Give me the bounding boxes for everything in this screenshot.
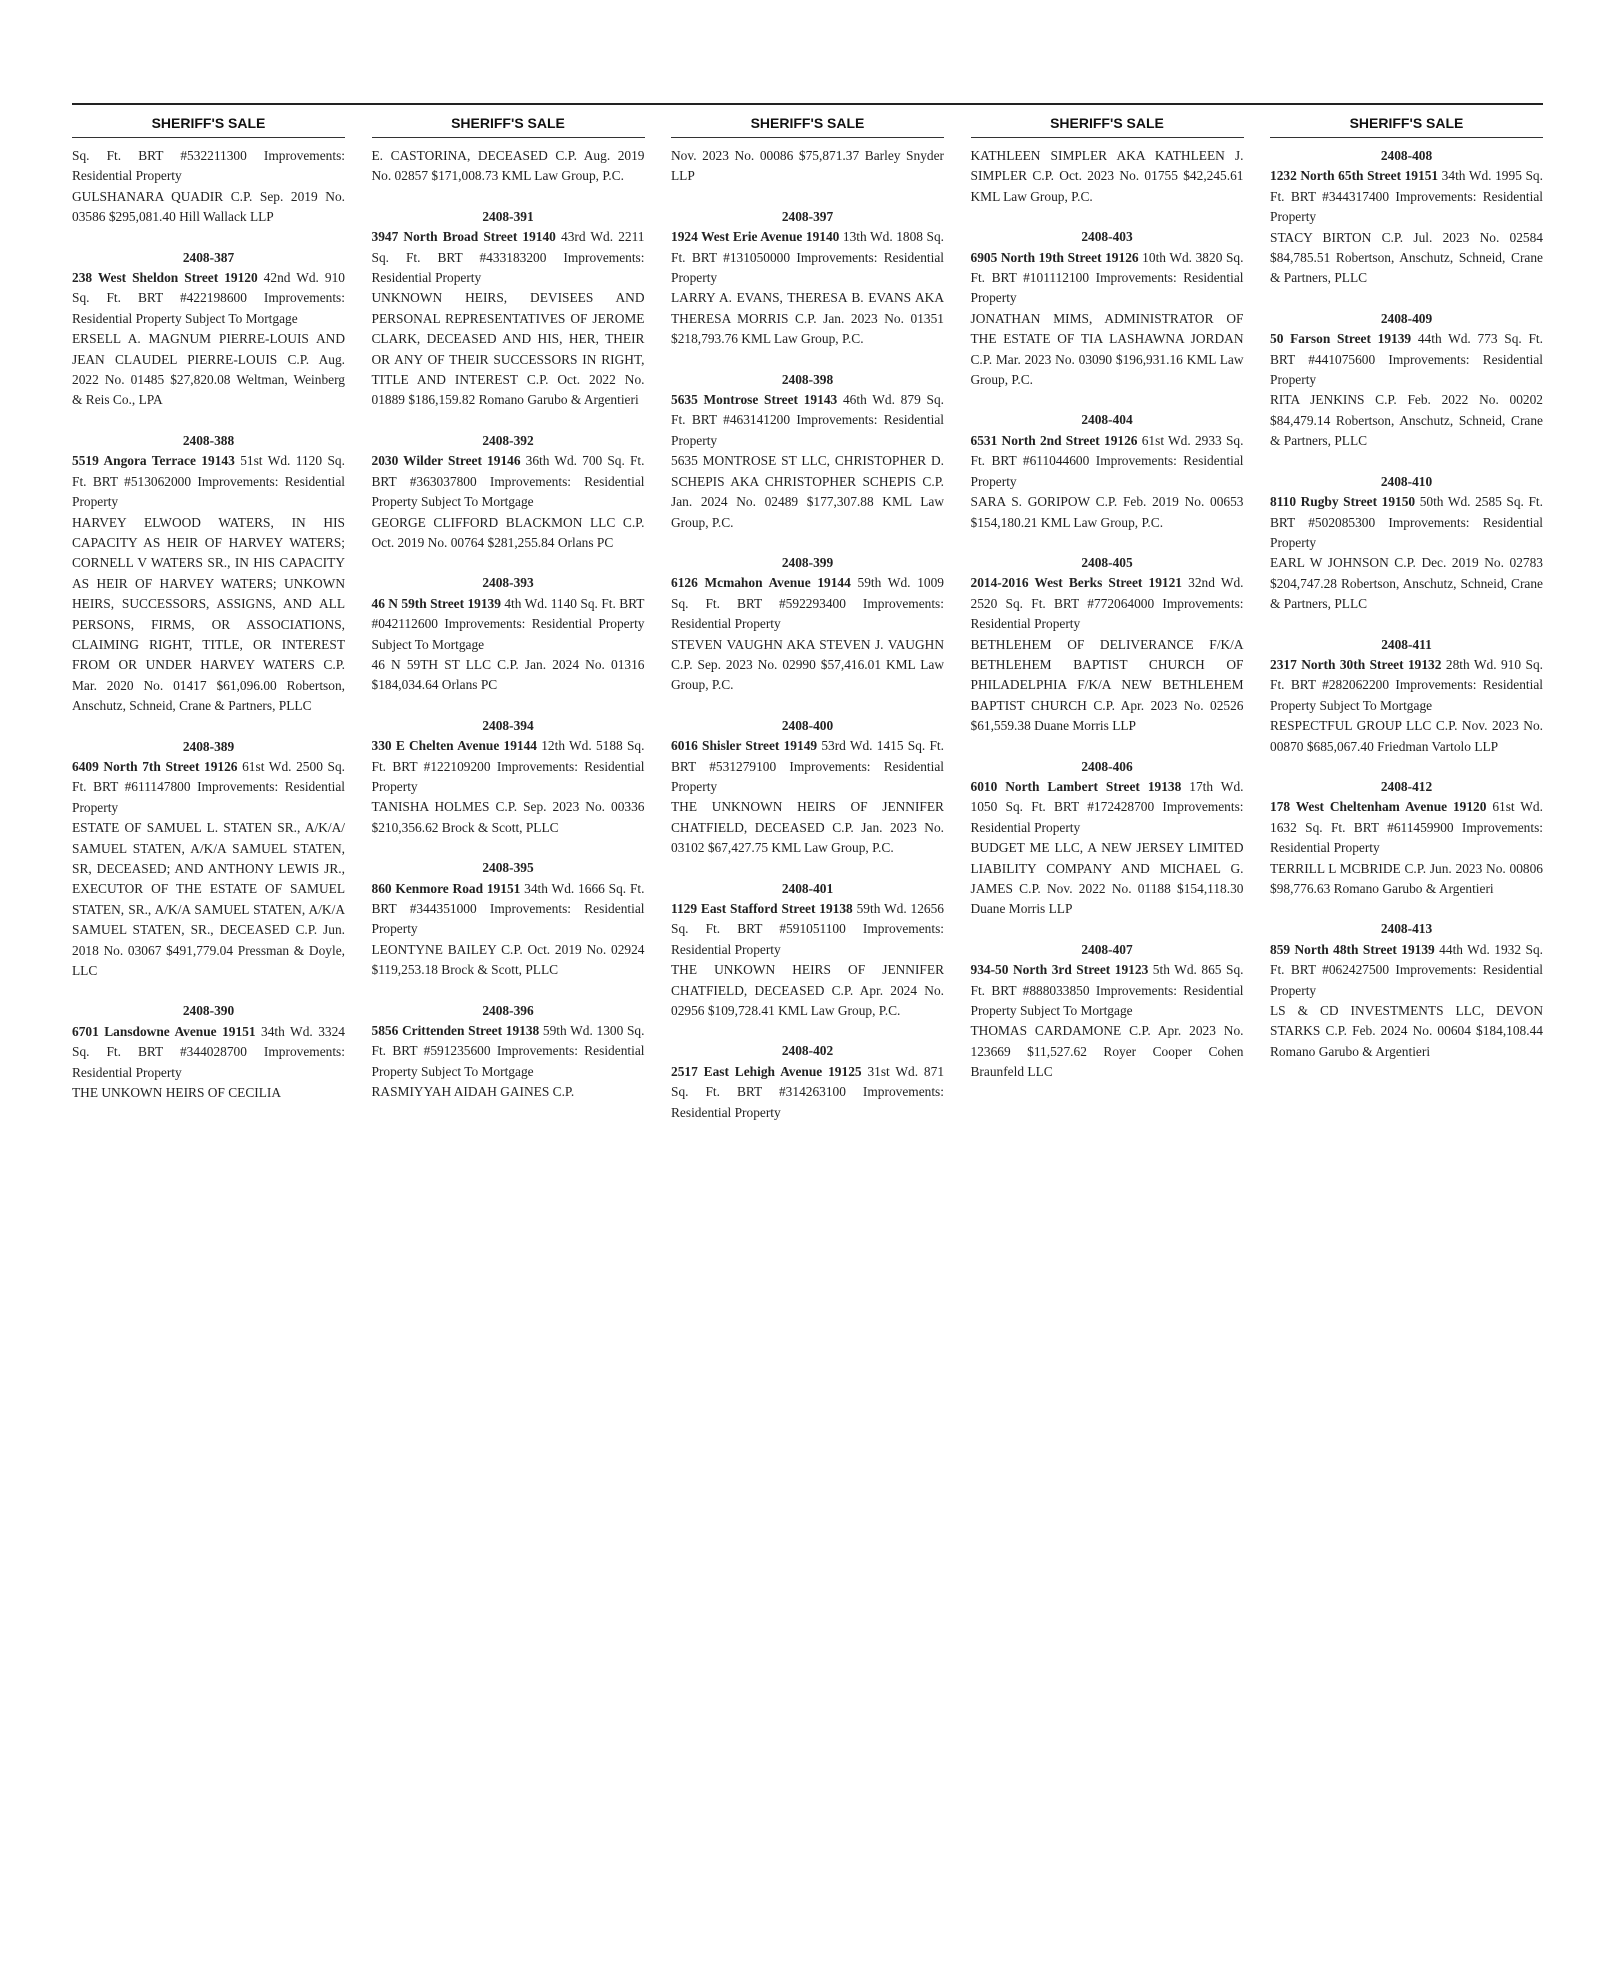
continued-text: KATHLEEN SIMPLER AKA KATHLEEN J. SIMPLER C.P. Oct. 2023 No. 01755 $42,245.61 KML Law Group, P.C.	[970, 148, 1244, 204]
column-header: SHERIFF'S SALE	[72, 109, 345, 138]
column-1	[72, 109, 345, 1143]
sale-listing	[671, 1041, 944, 1123]
property-address: 1924 West Erie Avenue 19140	[671, 229, 840, 245]
property-details: 59th Wd. 12656 Sq. Ft. BRT #591051100 Improvements: Residential Property	[671, 901, 944, 957]
property-description	[72, 1022, 345, 1083]
property-details: 36th Wd. 700 Sq. Ft. BRT #363037800 Improvements: Residential Property Subject To Mortgage	[371, 453, 645, 510]
property-description	[671, 736, 944, 797]
sale-listing	[72, 1001, 345, 1103]
lot-number: 2408-387	[182, 249, 235, 265]
sale-listing	[372, 1001, 645, 1103]
parties-and-judgment: STEVEN VAUGHN AKA STEVEN J. VAUGHN C.P. Sep. 2023 No. 02990 $57,416.01 KML Law Group, P.C.	[671, 636, 944, 693]
property-description	[72, 268, 345, 329]
lot-number: 2408-391	[482, 208, 534, 224]
property-description	[372, 736, 645, 797]
sale-listing	[372, 207, 645, 411]
property-address: 860 Kenmore Road 19151	[371, 880, 521, 896]
property-address: 5519 Angora Terrace 19143	[72, 453, 235, 469]
property-address: 1129 East Stafford Street 19138	[671, 901, 853, 916]
sale-listing	[971, 553, 1244, 737]
sale-listing	[971, 227, 1244, 390]
property-address: 859 North 48th Street 19139	[1270, 941, 1435, 957]
lot-number: 2408-413	[1380, 921, 1433, 937]
property-description	[1270, 940, 1543, 1001]
property-address: 8110 Rugby Street 19150	[1270, 494, 1416, 510]
parties-and-judgment: THOMAS CARDAMONE C.P. Apr. 2023 No. 123669 $11,527.62 Royer Cooper Cohen Braunfeld LLC	[970, 1023, 1244, 1080]
parties-and-judgment: ERSELL A. MAGNUM PIERRE-LOUIS AND JEAN CLAUDEL PIERRE-LOUIS C.P. Aug. 2022 No. 01485 $27,820.08 Weltman, Weinberg & Reis Co., LPA	[72, 331, 345, 408]
property-description	[971, 777, 1244, 838]
property-details: 53rd Wd. 1415 Sq. Ft. BRT #531279100 Improvements: Residential Property	[671, 738, 944, 794]
property-details: 59th Wd. 1300 Sq. Ft. BRT #591235600 Improvements: Residential Property Subject To Mortgage	[371, 1023, 645, 1079]
property-details: 34th Wd. 3324 Sq. Ft. BRT #344028700 Improvements: Residential Property	[72, 1023, 345, 1080]
property-details: 34th Wd. 1666 Sq. Ft. BRT #344351000 Improvements: Residential Property	[371, 880, 645, 937]
property-details: 10th Wd. 3820 Sq. Ft. BRT #101112100 Improvements: Residential Property	[970, 249, 1244, 306]
columns	[72, 109, 1543, 1143]
property-details: 31st Wd. 871 Sq. Ft. BRT #314263100 Improvements: Residential Property	[671, 1063, 945, 1120]
sale-listing	[671, 553, 944, 696]
lot-number: 2408-402	[781, 1043, 834, 1059]
continued-listing	[971, 146, 1244, 207]
property-address: 2014-2016 West Berks Street 19121	[970, 575, 1182, 591]
continued-text: Nov. 2023 No. 00086 $75,871.37 Barley Snyder LLP	[671, 148, 944, 184]
lot-number: 2408-406	[1081, 758, 1133, 774]
parties-and-judgment: TERRILL L MCBRIDE C.P. Jun. 2023 No. 00806 $98,776.63 Romano Garubo & Argentieri	[1270, 860, 1543, 896]
continued-text: GULSHANARA QUADIR C.P. Sep. 2019 No. 03586 $295,081.40 Hill Wallack LLP	[72, 188, 345, 225]
lot-number: 2408-411	[1381, 636, 1432, 652]
property-description	[72, 757, 345, 818]
property-address: 2030 Wilder Street 19146	[371, 453, 521, 469]
property-address: 6016 Shisler Street 19149	[671, 738, 818, 754]
property-details: 34th Wd. 1995 Sq. Ft. BRT #344317400 Improvements: Residential Property	[1270, 168, 1543, 225]
sale-listing	[1270, 309, 1543, 452]
property-address: 6905 North 19th Street 19126	[970, 249, 1139, 265]
property-address: 5635 Montrose Street 19143	[671, 392, 838, 408]
property-details: 59th Wd. 1009 Sq. Ft. BRT #592293400 Improvements: Residential Property	[671, 575, 944, 632]
lot-number: 2408-408	[1380, 148, 1433, 163]
parties-and-judgment: HARVEY ELWOOD WATERS, IN HIS CAPACITY AS HEIR OF HARVEY WATERS; CORNELL V WATERS SR., IN HIS CAPACITY AS HEIR OF HARVEY WATERS; UNKOWN HEIRS, SUCCESSORS, ASSIGNS, AND ALL PERSONS, FIRMS, OR ASSOCIATIONS, CLAIMING RIGHT, TITLE, OR INTEREST FROM OR UNDER HARVEY WATERS C.P. Mar. 2020 No. 01417 $61,096.00 Robertson, Anschutz, Schneid, Crane & Partners, PLLC	[72, 514, 345, 714]
column-2	[372, 109, 645, 1143]
sale-listing	[72, 431, 345, 717]
lot-number: 2408-399	[781, 554, 834, 570]
lot-number: 2408-395	[482, 860, 534, 876]
parties-and-judgment: JONATHAN MIMS, ADMINISTRATOR OF THE ESTATE OF TIA LASHAWNA JORDAN C.P. Mar. 2023 No. 03090 $196,931.16 KML Law Group, P.C.	[970, 310, 1244, 388]
property-details: 61st Wd. 2500 Sq. Ft. BRT #611147800 Improvements: Residential Property	[72, 758, 345, 815]
property-address: 178 West Cheltenham Avenue 19120	[1270, 799, 1487, 815]
parties-and-judgment: THE UNKNOWN HEIRS OF JENNIFER CHATFIELD, DECEASED C.P. Jan. 2023 No. 03102 $67,427.75 KML Law Group, P.C.	[671, 799, 944, 856]
property-description	[971, 573, 1244, 634]
lot-number: 2408-390	[182, 1003, 235, 1019]
column-5	[1270, 109, 1543, 1143]
sale-listing	[671, 370, 944, 533]
property-address: 238 West Sheldon Street 19120	[72, 270, 258, 286]
property-address: 934-50 North 3rd Street 19123	[970, 962, 1149, 978]
property-address: 50 Farson Street 19139	[1270, 331, 1412, 347]
property-address: 1232 North 65th Street 19151	[1270, 168, 1439, 184]
parties-and-judgment: TANISHA HOLMES C.P. Sep. 2023 No. 00336 $210,356.62 Brock & Scott, PLLC	[371, 799, 645, 835]
property-description	[671, 227, 944, 288]
property-description	[971, 431, 1244, 492]
property-description	[372, 594, 645, 655]
lot-number: 2408-409	[1380, 310, 1433, 326]
property-details: 46th Wd. 879 Sq. Ft. BRT #463141200 Improvements: Residential Property	[671, 392, 944, 448]
sale-listing	[671, 879, 944, 1022]
lot-number: 2408-405	[1081, 554, 1133, 570]
property-description	[971, 248, 1244, 309]
sale-listing	[72, 248, 345, 411]
property-description	[1270, 329, 1543, 390]
column-body	[971, 146, 1244, 1083]
property-details: 42nd Wd. 910 Sq. Ft. BRT #422198600 Improvements: Residential Property Subject To Mortgage	[72, 270, 345, 326]
parties-and-judgment: UNKNOWN HEIRS, DEVISEES AND PERSONAL REPRESENTATIVES OF JEROME CLARK, DECEASED AND HIS, HER, THEIR OR ANY OF THEIR SUCCESSORS IN RIGHT, TITLE AND INTEREST C.P. Oct. 2022 No. 01889 $186,159.82 Romano Garubo & Argentieri	[371, 290, 645, 408]
parties-and-judgment: LARRY A. EVANS, THERESA B. EVANS AKA THERESA MORRIS C.P. Jan. 2023 No. 01351 $218,793.76 KML Law Group, P.C.	[671, 290, 944, 347]
sale-listing	[1270, 919, 1543, 1062]
parties-and-judgment: 46 N 59TH ST LLC C.P. Jan. 2024 No. 01316 $184,034.64 Orlans PC	[371, 656, 645, 693]
lot-number: 2408-403	[1081, 229, 1133, 245]
lot-number: 2408-410	[1380, 473, 1433, 489]
parties-and-judgment: RESPECTFUL GROUP LLC C.P. Nov. 2023 No. 00870 $685,067.40 Friedman Vartolo LLP	[1270, 718, 1543, 754]
sale-listing	[372, 716, 645, 838]
property-address: 2517 East Lehigh Avenue 19125	[671, 1063, 862, 1079]
property-address: 6010 North Lambert Street 19138	[970, 778, 1182, 794]
column-header: SHERIFF'S SALE	[372, 109, 645, 138]
parties-and-judgment: STACY BIRTON C.P. Jul. 2023 No. 02584 $84,785.51 Robertson, Anschutz, Schneid, Crane & Partners, PLLC	[1270, 229, 1543, 286]
lot-number: 2408-401	[781, 880, 834, 896]
top-rule	[72, 103, 1543, 105]
parties-and-judgment: THE UNKOWN HEIRS OF JENNIFER CHATFIELD, DECEASED C.P. Apr. 2024 No. 02956 $109,728.41 KML Law Group, P.C.	[671, 962, 944, 1019]
parties-and-judgment: LS & CD INVESTMENTS LLC, DEVON STARKS C.P. Feb. 2024 No. 00604 $184,108.44 Romano Garubo & Argentieri	[1270, 1003, 1543, 1059]
sale-listing	[372, 431, 645, 553]
lot-number: 2408-404	[1081, 412, 1133, 428]
sale-listing	[1270, 472, 1543, 615]
property-address: 3947 North Broad Street 19140	[371, 229, 556, 245]
parties-and-judgment: EARL W JOHNSON C.P. Dec. 2019 No. 02783 $204,747.28 Robertson, Anschutz, Schneid, Crane & Partners, PLLC	[1270, 555, 1543, 612]
column-body	[671, 146, 944, 1123]
property-description	[971, 960, 1244, 1021]
column-4	[971, 109, 1244, 1143]
column-body	[1270, 146, 1543, 1062]
lot-number: 2408-393	[482, 575, 534, 591]
lot-number: 2408-394	[482, 717, 534, 733]
property-description	[1270, 492, 1543, 553]
column-header: SHERIFF'S SALE	[671, 109, 944, 138]
property-address: 6701 Lansdowne Avenue 19151	[72, 1023, 256, 1039]
sale-listing	[971, 940, 1244, 1083]
sale-listing	[971, 757, 1244, 920]
property-details: 12th Wd. 5188 Sq. Ft. BRT #122109200 Improvements: Residential Property	[371, 738, 645, 794]
property-description	[671, 899, 944, 960]
continued-listing	[671, 146, 944, 187]
parties-and-judgment: LEONTYNE BAILEY C.P. Oct. 2019 No. 02924 $119,253.18 Brock & Scott, PLLC	[371, 941, 645, 978]
parties-and-judgment: ESTATE OF SAMUEL L. STATEN SR., A/K/A/ SAMUEL STATEN, A/K/A SAMUEL STATEN, SR, DECEASED; AND ANTHONY LEWIS JR., EXECUTOR OF THE ESTATE OF SAMUEL STATEN, SR., A/K/A SAMUEL STATEN, A/K/A SAMUEL STATEN, SR., DECEASED C.P. Jun. 2018 No. 03067 $491,779.04 Pressman & Doyle, LLC	[72, 820, 345, 979]
property-description	[1270, 655, 1543, 716]
property-address: 6409 North 7th Street 19126	[72, 758, 238, 774]
property-details: 61st Wd. 1632 Sq. Ft. BRT #611459900 Improvements: Residential Property	[1270, 799, 1543, 856]
parties-and-judgment: THE UNKOWN HEIRS OF CECILIA	[72, 1085, 282, 1101]
sale-listing	[1270, 146, 1543, 289]
property-description	[1270, 797, 1543, 858]
sale-listing	[1270, 777, 1543, 899]
property-description	[372, 1021, 645, 1082]
sale-listing	[671, 207, 944, 350]
property-details: 61st Wd. 2933 Sq. Ft. BRT #611044600 Improvements: Residential Property	[970, 432, 1244, 489]
column-header: SHERIFF'S SALE	[1270, 109, 1543, 138]
property-description	[671, 390, 944, 451]
lot-number: 2408-392	[482, 432, 534, 448]
column-body	[72, 146, 345, 1103]
parties-and-judgment: SARA S. GORIPOW C.P. Feb. 2019 No. 00653 $154,180.21 KML Law Group, P.C.	[970, 494, 1244, 530]
property-address: 6531 North 2nd Street 19126	[970, 432, 1138, 448]
sale-listing	[1270, 635, 1543, 757]
property-description	[72, 451, 345, 512]
column-header: SHERIFF'S SALE	[971, 109, 1244, 138]
lot-number: 2408-396	[482, 1002, 534, 1018]
property-details: 17th Wd. 1050 Sq. Ft. BRT #172428700 Improvements: Residential Property	[970, 778, 1244, 835]
property-description	[372, 227, 645, 288]
property-details: 28th Wd. 910 Sq. Ft. BRT #282062200 Improvements: Residential Property Subject To Mortgage	[1270, 656, 1543, 713]
parties-and-judgment: 5635 MONTROSE ST LLC, CHRISTOPHER D. SCHEPIS AKA CHRISTOPHER SCHEPIS C.P. Jan. 2024 No. 02489 $177,307.88 KML Law Group, P.C.	[671, 453, 944, 530]
lot-number: 2408-412	[1380, 778, 1433, 794]
property-address: 46 N 59th Street 19139	[371, 595, 501, 611]
sale-listing	[72, 737, 345, 982]
property-details: 50th Wd. 2585 Sq. Ft. BRT #502085300 Improvements: Residential Property	[1270, 494, 1543, 550]
parties-and-judgment: RASMIYYAH AIDAH GAINES C.P.	[371, 1084, 575, 1100]
parties-and-judgment: BETHLEHEM OF DELIVERANCE F/K/A BETHLEHEM BAPTIST CHURCH OF PHILADELPHIA F/K/A NEW BETHLEHEM BAPTIST CHURCH C.P. Apr. 2023 No. 02526 $61,559.38 Duane Morris LLP	[970, 636, 1244, 734]
parties-and-judgment: GEORGE CLIFFORD BLACKMON LLC C.P. Oct. 2019 No. 00764 $281,255.84 Orlans PC	[371, 514, 645, 550]
property-description	[1270, 166, 1543, 227]
property-description	[671, 1062, 944, 1123]
property-address: 6126 Mcmahon Avenue 19144	[671, 575, 851, 591]
property-address: 2317 North 30th Street 19132	[1270, 656, 1442, 672]
property-details: 44th Wd. 1932 Sq. Ft. BRT #062427500 Improvements: Residential Property	[1270, 941, 1543, 998]
property-description	[671, 573, 944, 634]
property-description	[372, 451, 645, 512]
sale-listing	[671, 716, 944, 859]
lot-number: 2408-389	[182, 738, 235, 754]
property-details: 5th Wd. 865 Sq. Ft. BRT #888033850 Improvements: Residential Property Subject To Mortgage	[970, 962, 1244, 1019]
continued-text: Sq. Ft. BRT #532211300 Improvements: Residential Property	[72, 148, 345, 184]
column-body	[372, 146, 645, 1103]
legal-notices-page	[72, 103, 1543, 1143]
property-address: 5856 Crittenden Street 19138	[371, 1023, 540, 1039]
parties-and-judgment: BUDGET ME LLC, A NEW JERSEY LIMITED LIABILITY COMPANY AND MICHAEL G. JAMES C.P. Nov. 2022 No. 01188 $154,118.30 Duane Morris LLP	[970, 840, 1244, 917]
property-details: 44th Wd. 773 Sq. Ft. BRT #441075600 Improvements: Residential Property	[1270, 331, 1543, 388]
lot-number: 2408-388	[182, 432, 235, 448]
lot-number: 2408-400	[781, 717, 834, 733]
property-details: 4th Wd. 1140 Sq. Ft. BRT #042112600 Improvements: Residential Property Subject To Mortgage	[371, 595, 645, 652]
property-address: 330 E Chelten Avenue 19144	[371, 738, 537, 754]
lot-number: 2408-397	[781, 208, 834, 224]
property-description	[372, 879, 645, 940]
column-3	[671, 109, 944, 1143]
sale-listing	[971, 410, 1244, 532]
lot-number: 2408-398	[781, 371, 834, 387]
property-details: 32nd Wd. 2520 Sq. Ft. BRT #772064000 Improvements: Residential Property	[970, 575, 1244, 632]
sale-listing	[372, 573, 645, 695]
parties-and-judgment: RITA JENKINS C.P. Feb. 2022 No. 00202 $84,479.14 Robertson, Anschutz, Schneid, Crane & Partners, PLLC	[1270, 392, 1543, 449]
continued-listing	[72, 146, 345, 228]
sale-listing	[372, 858, 645, 980]
property-details: 13th Wd. 1808 Sq. Ft. BRT #131050000 Improvements: Residential Property	[671, 229, 944, 286]
continued-text: E. CASTORINA, DECEASED C.P. Aug. 2019 No. 02857 $171,008.73 KML Law Group, P.C.	[371, 148, 645, 184]
lot-number: 2408-407	[1081, 941, 1133, 957]
continued-listing	[372, 146, 645, 187]
property-details: 51st Wd. 1120 Sq. Ft. BRT #513062000 Improvements: Residential Property	[72, 453, 345, 510]
property-details: 43rd Wd. 2211 Sq. Ft. BRT #433183200 Improvements: Residential Property	[371, 229, 645, 286]
